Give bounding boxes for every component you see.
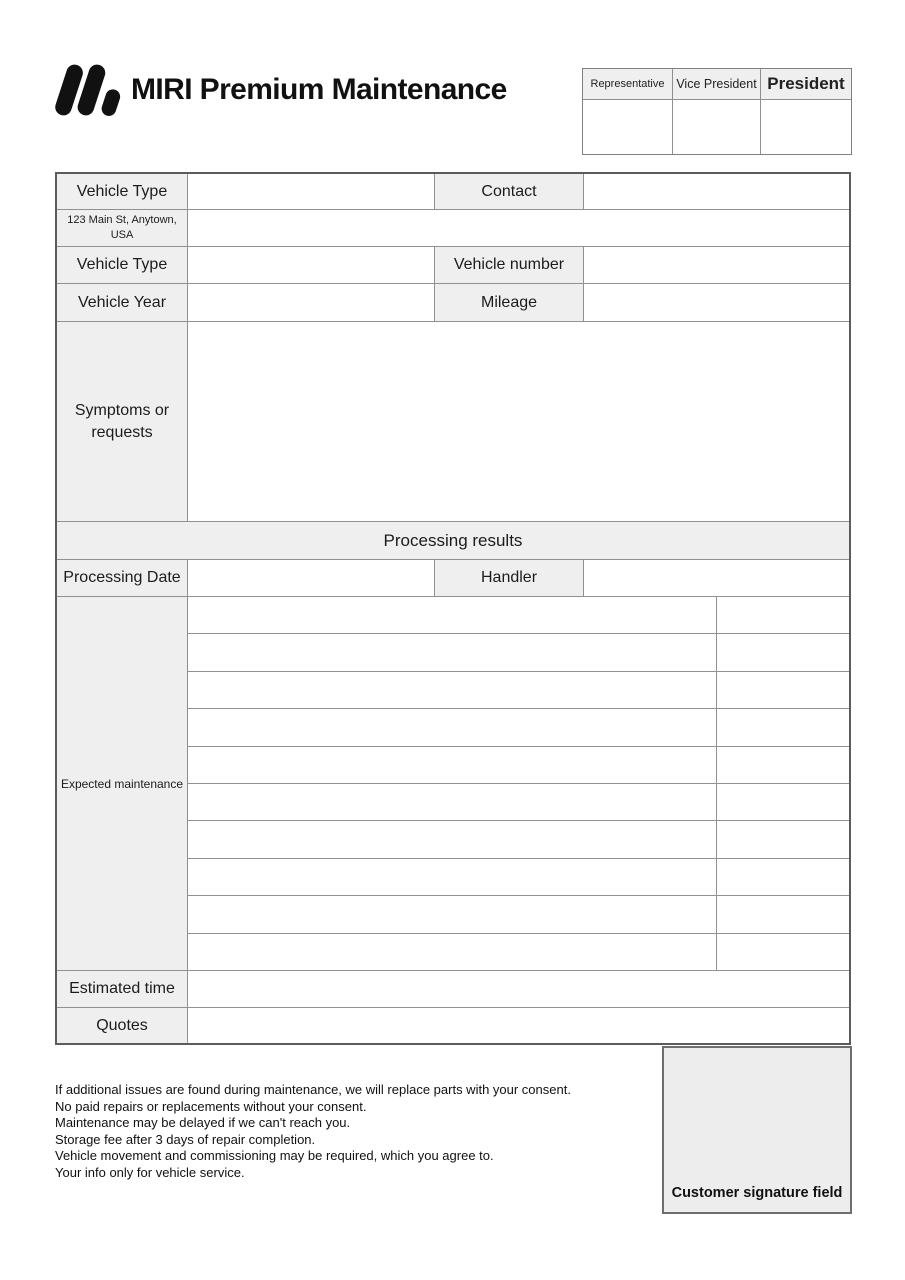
approval-sign-cell-representative[interactable] <box>583 100 672 154</box>
maintenance-item-input[interactable] <box>188 634 717 670</box>
maintenance-item-input[interactable] <box>188 821 717 857</box>
address-input[interactable] <box>188 210 849 246</box>
approval-sign-cell-president[interactable] <box>761 100 851 154</box>
symptoms-input[interactable] <box>188 322 849 521</box>
mileage-label: Mileage <box>435 284 584 321</box>
vehicle-type-label: Vehicle Type <box>57 174 188 209</box>
row-processing <box>57 560 849 597</box>
disclaimer-line: Maintenance may be delayed if we can't reach you. <box>55 1115 351 1131</box>
estimated-time-input[interactable] <box>188 971 849 1007</box>
expected-maintenance-row <box>188 634 849 671</box>
approval-col-representative <box>583 69 672 154</box>
maintenance-cost-input[interactable] <box>717 934 849 970</box>
handler-label: Handler <box>435 560 584 596</box>
maintenance-cost-input[interactable] <box>717 859 849 895</box>
vehicle-number-label: Vehicle number <box>435 247 584 283</box>
expected-maintenance-block <box>57 597 849 971</box>
contact-input[interactable] <box>584 174 849 209</box>
expected-maintenance-row <box>188 672 849 709</box>
maintenance-item-input[interactable] <box>188 709 717 745</box>
approval-header-president: President <box>761 69 851 100</box>
maintenance-item-input[interactable] <box>188 896 717 932</box>
page-title: MIRI Premium Maintenance <box>131 73 507 106</box>
approval-sign-cell-vice-president[interactable] <box>673 100 760 154</box>
maintenance-cost-input[interactable] <box>717 634 849 670</box>
expected-maintenance-row <box>188 784 849 821</box>
maintenance-cost-input[interactable] <box>717 709 849 745</box>
maintenance-cost-input[interactable] <box>717 896 849 932</box>
quotes-input[interactable] <box>188 1008 849 1043</box>
approval-header-representative: Representative <box>583 69 672 100</box>
mileage-input[interactable] <box>584 284 849 321</box>
maintenance-cost-input[interactable] <box>717 672 849 708</box>
maintenance-item-input[interactable] <box>188 597 717 633</box>
maintenance-cost-input[interactable] <box>717 784 849 820</box>
approval-table <box>582 68 852 155</box>
approval-header-vice-president: Vice President <box>673 69 760 100</box>
row-vehicle-contact <box>57 174 849 210</box>
symptoms-label: Symptoms or requests <box>57 322 188 521</box>
disclaimer-line: Storage fee after 3 days of repair completion. <box>55 1131 316 1147</box>
estimated-time-label: Estimated time <box>57 971 188 1007</box>
approval-col-president <box>760 69 851 154</box>
vehicle-year-label: Vehicle Year <box>57 284 188 321</box>
maintenance-item-input[interactable] <box>188 672 717 708</box>
maintenance-item-input[interactable] <box>188 784 717 820</box>
expected-maintenance-row <box>188 934 849 970</box>
disclaimer-line: Vehicle movement and commissioning may be required, which you agree to. <box>55 1148 494 1164</box>
handler-input[interactable] <box>584 560 849 596</box>
row-vehicle-number <box>57 247 849 284</box>
row-estimated-time <box>57 971 849 1008</box>
maintenance-item-input[interactable] <box>188 747 717 783</box>
processing-date-label: Processing Date <box>57 560 188 596</box>
address-label: 123 Main St, Anytown, USA <box>57 210 188 246</box>
expected-maintenance-row <box>188 896 849 933</box>
vehicle-type-input[interactable] <box>188 174 435 209</box>
expected-maintenance-row <box>188 747 849 784</box>
expected-maintenance-row <box>188 821 849 858</box>
expected-maintenance-grid <box>188 597 849 970</box>
maintenance-item-input[interactable] <box>188 934 717 970</box>
row-quotes <box>57 1008 849 1043</box>
processing-date-input[interactable] <box>188 560 435 596</box>
vehicle-type2-input[interactable] <box>188 247 435 283</box>
vehicle-year-input[interactable] <box>188 284 435 321</box>
disclaimer-line: Your info only for vehicle service. <box>55 1164 245 1180</box>
maintenance-item-input[interactable] <box>188 859 717 895</box>
disclaimer-line: No paid repairs or replacements without your consent. <box>55 1098 367 1114</box>
maintenance-cost-input[interactable] <box>717 747 849 783</box>
expected-maintenance-label: Expected maintenance <box>57 597 188 970</box>
miri-logo-icon <box>53 61 125 119</box>
expected-maintenance-row <box>188 859 849 896</box>
customer-signature-label: Customer signature field <box>671 1185 843 1201</box>
disclaimer-notes <box>55 1082 625 1182</box>
maintenance-cost-input[interactable] <box>717 821 849 857</box>
vehicle-number-input[interactable] <box>584 247 849 283</box>
quotes-label: Quotes <box>57 1008 188 1043</box>
processing-results-header: Processing results <box>57 522 849 560</box>
vehicle-type2-label: Vehicle Type <box>57 247 188 283</box>
row-year-mileage <box>57 284 849 322</box>
maintenance-cost-input[interactable] <box>717 597 849 633</box>
expected-maintenance-row <box>188 597 849 634</box>
expected-maintenance-row <box>188 709 849 746</box>
row-symptoms <box>57 322 849 522</box>
maintenance-form-table <box>55 172 851 1045</box>
row-address <box>57 210 849 247</box>
contact-label: Contact <box>435 174 584 209</box>
approval-col-vice-president <box>672 69 760 154</box>
customer-signature-field[interactable] <box>662 1046 852 1214</box>
disclaimer-line: If additional issues are found during maintenance, we will replace parts with your consent. <box>55 1082 571 1097</box>
